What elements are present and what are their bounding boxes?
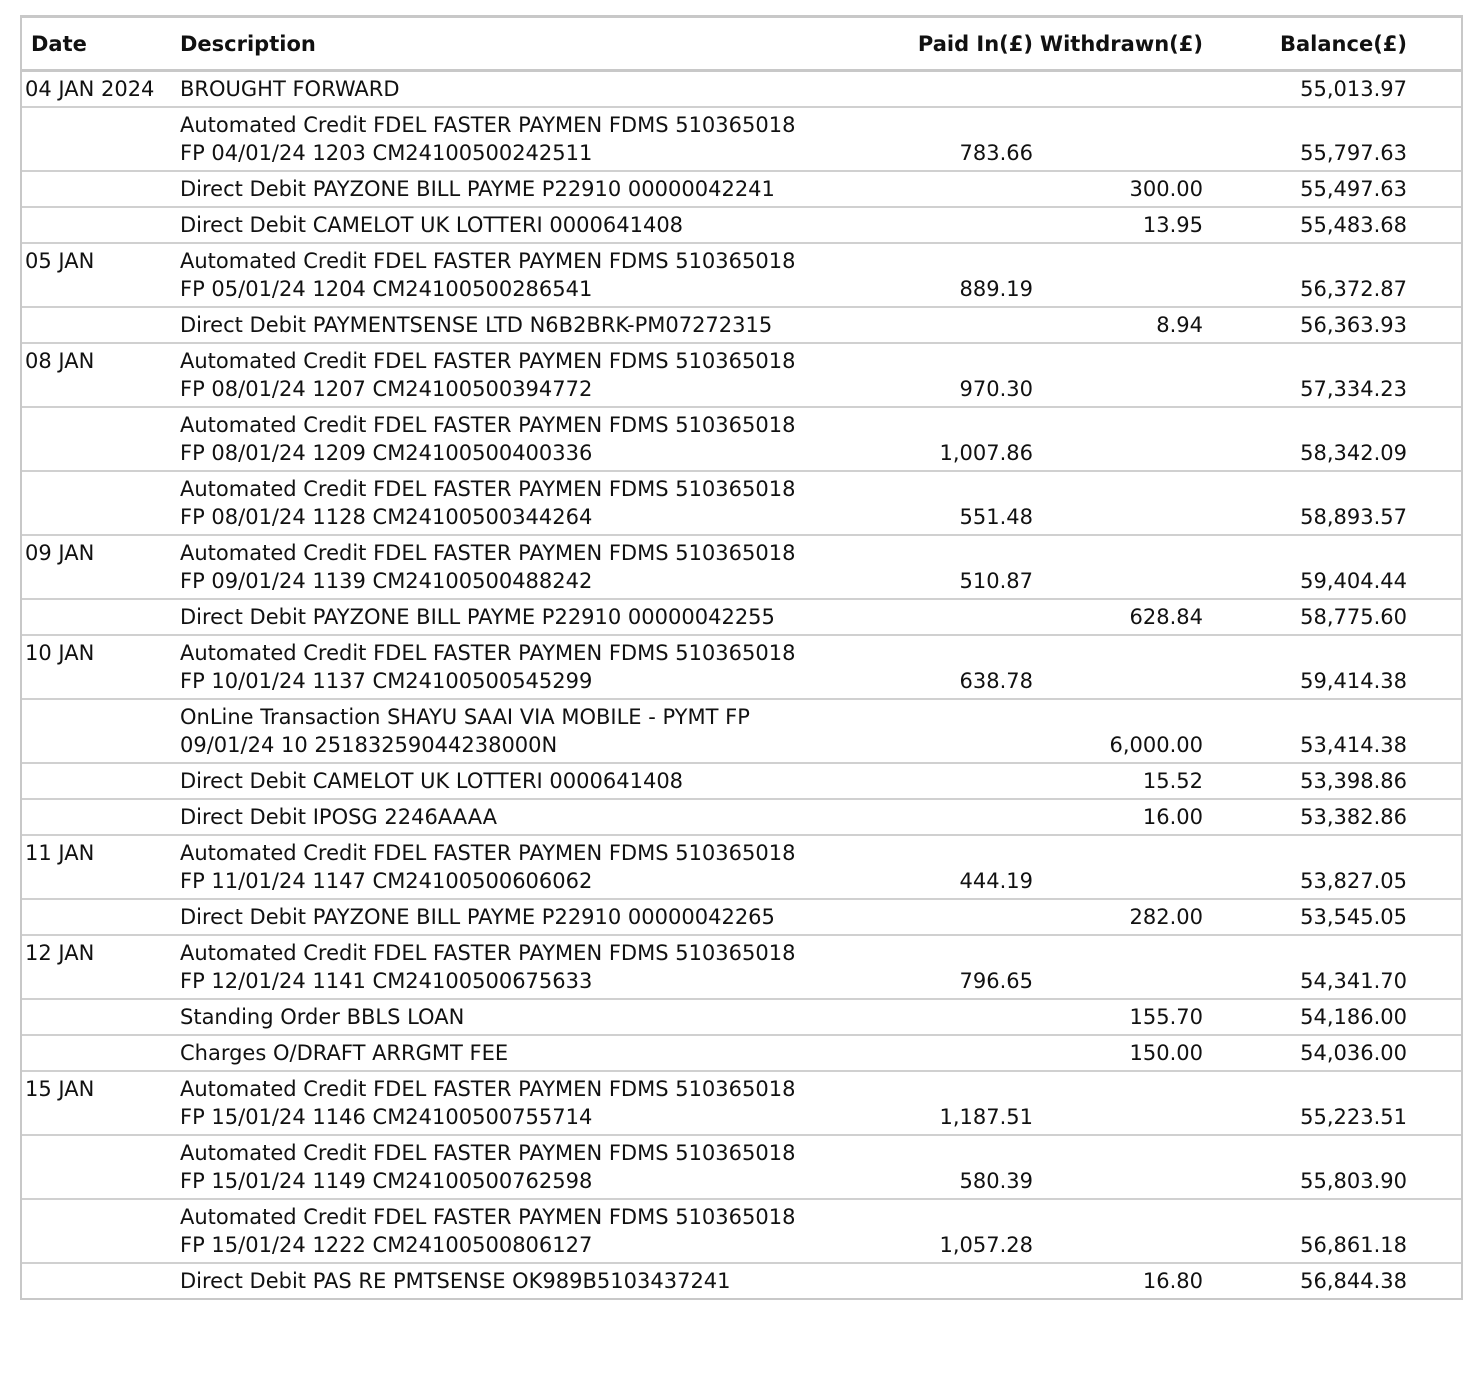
row-description [180, 603, 870, 631]
description-line: FP 05/01/24 1204 CM24100500286541 [180, 277, 593, 301]
row-withdrawn: 282.00 [1129, 905, 1203, 929]
row-balance: 58,893.57 [1300, 505, 1407, 529]
row-date: 15 JAN [25, 1077, 95, 1101]
header-paid-in: Paid In(£) [917, 31, 1033, 56]
row-balance: 53,827.05 [1300, 869, 1407, 893]
row-date: 12 JAN [25, 941, 95, 965]
row-description [180, 75, 870, 103]
row-paid-in: 444.19 [959, 869, 1033, 893]
row-paid-in: 551.48 [959, 505, 1033, 529]
row-balance: 55,013.97 [1300, 77, 1407, 101]
row-balance: 56,372.87 [1300, 277, 1407, 301]
table-row [22, 472, 1461, 536]
row-paid-in: 1,187.51 [939, 1105, 1033, 1129]
description-line: FP 15/01/24 1149 CM24100500762598 [180, 1169, 593, 1193]
description-line: Automated Credit FDEL FASTER PAYMEN FDMS 510365018 [180, 349, 796, 373]
row-paid-in: 970.30 [959, 377, 1033, 401]
description-line: BROUGHT FORWARD [180, 77, 400, 101]
description-line: Automated Credit FDEL FASTER PAYMEN FDMS 510365018 [180, 249, 796, 273]
description-line: Charges O/DRAFT ARRGMT FEE [180, 1041, 509, 1065]
table-row [22, 244, 1461, 308]
row-paid-in: 1,007.86 [939, 441, 1033, 465]
table-row [22, 700, 1461, 764]
row-description [180, 903, 870, 931]
description-line: FP 04/01/24 1203 CM24100500242511 [180, 141, 593, 165]
row-description [180, 111, 870, 167]
description-line: Direct Debit CAMELOT UK LOTTERI 0000641408 [180, 769, 684, 793]
row-description [180, 539, 870, 595]
table-row [22, 900, 1461, 936]
table-row [22, 1136, 1461, 1200]
table-row [22, 1000, 1461, 1036]
description-line: Direct Debit PAS RE PMTSENSE OK989B5103437241 [180, 1269, 731, 1293]
row-paid-in: 1,057.28 [939, 1233, 1033, 1257]
row-balance: 53,414.38 [1300, 733, 1407, 757]
row-description [180, 475, 870, 531]
description-line: Automated Credit FDEL FASTER PAYMEN FDMS 510365018 [180, 1077, 796, 1101]
table-header [22, 18, 1461, 72]
row-balance: 53,545.05 [1300, 905, 1407, 929]
table-row [22, 836, 1461, 900]
description-line: Direct Debit PAYMENTSENSE LTD N6B2BRK-PM07272315 [180, 313, 773, 337]
row-description [180, 1139, 870, 1195]
table-row [22, 536, 1461, 600]
row-paid-in: 580.39 [959, 1169, 1033, 1193]
header-withdrawn: Withdrawn(£) [1039, 31, 1203, 56]
table-row [22, 1264, 1461, 1298]
table-body [22, 72, 1461, 1298]
description-line: FP 09/01/24 1139 CM24100500488242 [180, 569, 593, 593]
table-row [22, 764, 1461, 800]
description-line: Automated Credit FDEL FASTER PAYMEN FDMS 510365018 [180, 113, 796, 137]
description-line: Direct Debit PAYZONE BILL PAYME P22910 00000042241 [180, 177, 775, 201]
row-date: 09 JAN [25, 541, 95, 565]
row-withdrawn: 300.00 [1129, 177, 1203, 201]
row-description [180, 311, 870, 339]
row-date: 11 JAN [25, 841, 95, 865]
header-date: Date [31, 31, 87, 56]
row-balance: 54,341.70 [1300, 969, 1407, 993]
description-line: Automated Credit FDEL FASTER PAYMEN FDMS 510365018 [180, 641, 796, 665]
description-line: FP 15/01/24 1222 CM24100500806127 [180, 1233, 593, 1257]
description-line: 09/01/24 10 25183259044238000N [180, 733, 558, 757]
table-row [22, 1072, 1461, 1136]
table-row [22, 208, 1461, 244]
row-paid-in: 783.66 [959, 141, 1033, 165]
row-balance: 57,334.23 [1300, 377, 1407, 401]
description-line: FP 08/01/24 1209 CM24100500400336 [180, 441, 593, 465]
row-balance: 55,803.90 [1300, 1169, 1407, 1193]
header-description: Description [180, 31, 316, 56]
description-line: FP 10/01/24 1137 CM24100500545299 [180, 669, 593, 693]
row-withdrawn: 13.95 [1142, 213, 1203, 237]
description-line: Automated Credit FDEL FASTER PAYMEN FDMS 510365018 [180, 941, 796, 965]
table-row [22, 308, 1461, 344]
row-description [180, 703, 870, 759]
table-row [22, 408, 1461, 472]
row-description [180, 1039, 870, 1067]
row-balance: 54,036.00 [1300, 1041, 1407, 1065]
row-description [180, 639, 870, 695]
description-line: OnLine Transaction SHAYU SAAI VIA MOBILE - PYMT FP [180, 705, 750, 729]
description-line: Automated Credit FDEL FASTER PAYMEN FDMS 510365018 [180, 1141, 796, 1165]
description-line: Automated Credit FDEL FASTER PAYMEN FDMS 510365018 [180, 413, 796, 437]
row-withdrawn: 16.80 [1142, 1269, 1203, 1293]
row-balance: 54,186.00 [1300, 1005, 1407, 1029]
row-balance: 58,342.09 [1300, 441, 1407, 465]
statement-table [20, 15, 1463, 1300]
row-withdrawn: 15.52 [1142, 769, 1203, 793]
row-description [180, 1003, 870, 1031]
row-date: 04 JAN 2024 [25, 77, 155, 101]
description-line: Automated Credit FDEL FASTER PAYMEN FDMS 510365018 [180, 541, 796, 565]
description-line: Standing Order BBLS LOAN [180, 1005, 465, 1029]
row-withdrawn: 155.70 [1129, 1005, 1203, 1029]
table-row [22, 72, 1461, 108]
description-line: FP 15/01/24 1146 CM24100500755714 [180, 1105, 593, 1129]
row-description [180, 939, 870, 995]
table-row [22, 1200, 1461, 1264]
row-balance: 56,844.38 [1300, 1269, 1407, 1293]
table-row [22, 1036, 1461, 1072]
row-description [180, 411, 870, 467]
row-description [180, 347, 870, 403]
table-row [22, 344, 1461, 408]
description-line: FP 08/01/24 1207 CM24100500394772 [180, 377, 593, 401]
description-line: Automated Credit FDEL FASTER PAYMEN FDMS 510365018 [180, 841, 796, 865]
row-balance: 55,797.63 [1300, 141, 1407, 165]
row-balance: 59,414.38 [1300, 669, 1407, 693]
description-line: Direct Debit IPOSG 2246AAAA [180, 805, 498, 829]
row-description [180, 211, 870, 239]
description-line: FP 11/01/24 1147 CM24100500606062 [180, 869, 593, 893]
row-balance: 55,223.51 [1300, 1105, 1407, 1129]
description-line: FP 08/01/24 1128 CM24100500344264 [180, 505, 593, 529]
row-withdrawn: 6,000.00 [1109, 733, 1203, 757]
description-line: Direct Debit CAMELOT UK LOTTERI 0000641408 [180, 213, 684, 237]
row-withdrawn: 628.84 [1129, 605, 1203, 629]
row-balance: 53,398.86 [1300, 769, 1407, 793]
row-withdrawn: 150.00 [1129, 1041, 1203, 1065]
table-row [22, 936, 1461, 1000]
row-paid-in: 638.78 [959, 669, 1033, 693]
row-description [180, 175, 870, 203]
description-line: Automated Credit FDEL FASTER PAYMEN FDMS 510365018 [180, 477, 796, 501]
row-description [180, 1203, 870, 1259]
row-balance: 55,497.63 [1300, 177, 1407, 201]
description-line: Direct Debit PAYZONE BILL PAYME P22910 00000042265 [180, 905, 775, 929]
row-balance: 56,363.93 [1300, 313, 1407, 337]
row-date: 05 JAN [25, 249, 95, 273]
row-date: 10 JAN [25, 641, 95, 665]
row-balance: 55,483.68 [1300, 213, 1407, 237]
row-description [180, 1267, 870, 1295]
description-line: Direct Debit PAYZONE BILL PAYME P22910 00000042255 [180, 605, 775, 629]
description-line: FP 12/01/24 1141 CM24100500675633 [180, 969, 593, 993]
row-description [180, 247, 870, 303]
description-line: Automated Credit FDEL FASTER PAYMEN FDMS 510365018 [180, 1205, 796, 1229]
table-row [22, 800, 1461, 836]
table-row [22, 172, 1461, 208]
table-row [22, 600, 1461, 636]
table-row [22, 636, 1461, 700]
row-balance: 56,861.18 [1300, 1233, 1407, 1257]
row-withdrawn: 16.00 [1142, 805, 1203, 829]
row-balance: 53,382.86 [1300, 805, 1407, 829]
row-description [180, 839, 870, 895]
row-paid-in: 796.65 [959, 969, 1033, 993]
row-date: 08 JAN [25, 349, 95, 373]
row-withdrawn: 8.94 [1156, 313, 1203, 337]
header-balance: Balance(£) [1280, 31, 1407, 56]
row-balance: 59,404.44 [1300, 569, 1407, 593]
row-description [180, 1075, 870, 1131]
row-description [180, 803, 870, 831]
row-balance: 58,775.60 [1300, 605, 1407, 629]
row-paid-in: 889.19 [959, 277, 1033, 301]
row-paid-in: 510.87 [959, 569, 1033, 593]
row-description [180, 767, 870, 795]
table-row [22, 108, 1461, 172]
